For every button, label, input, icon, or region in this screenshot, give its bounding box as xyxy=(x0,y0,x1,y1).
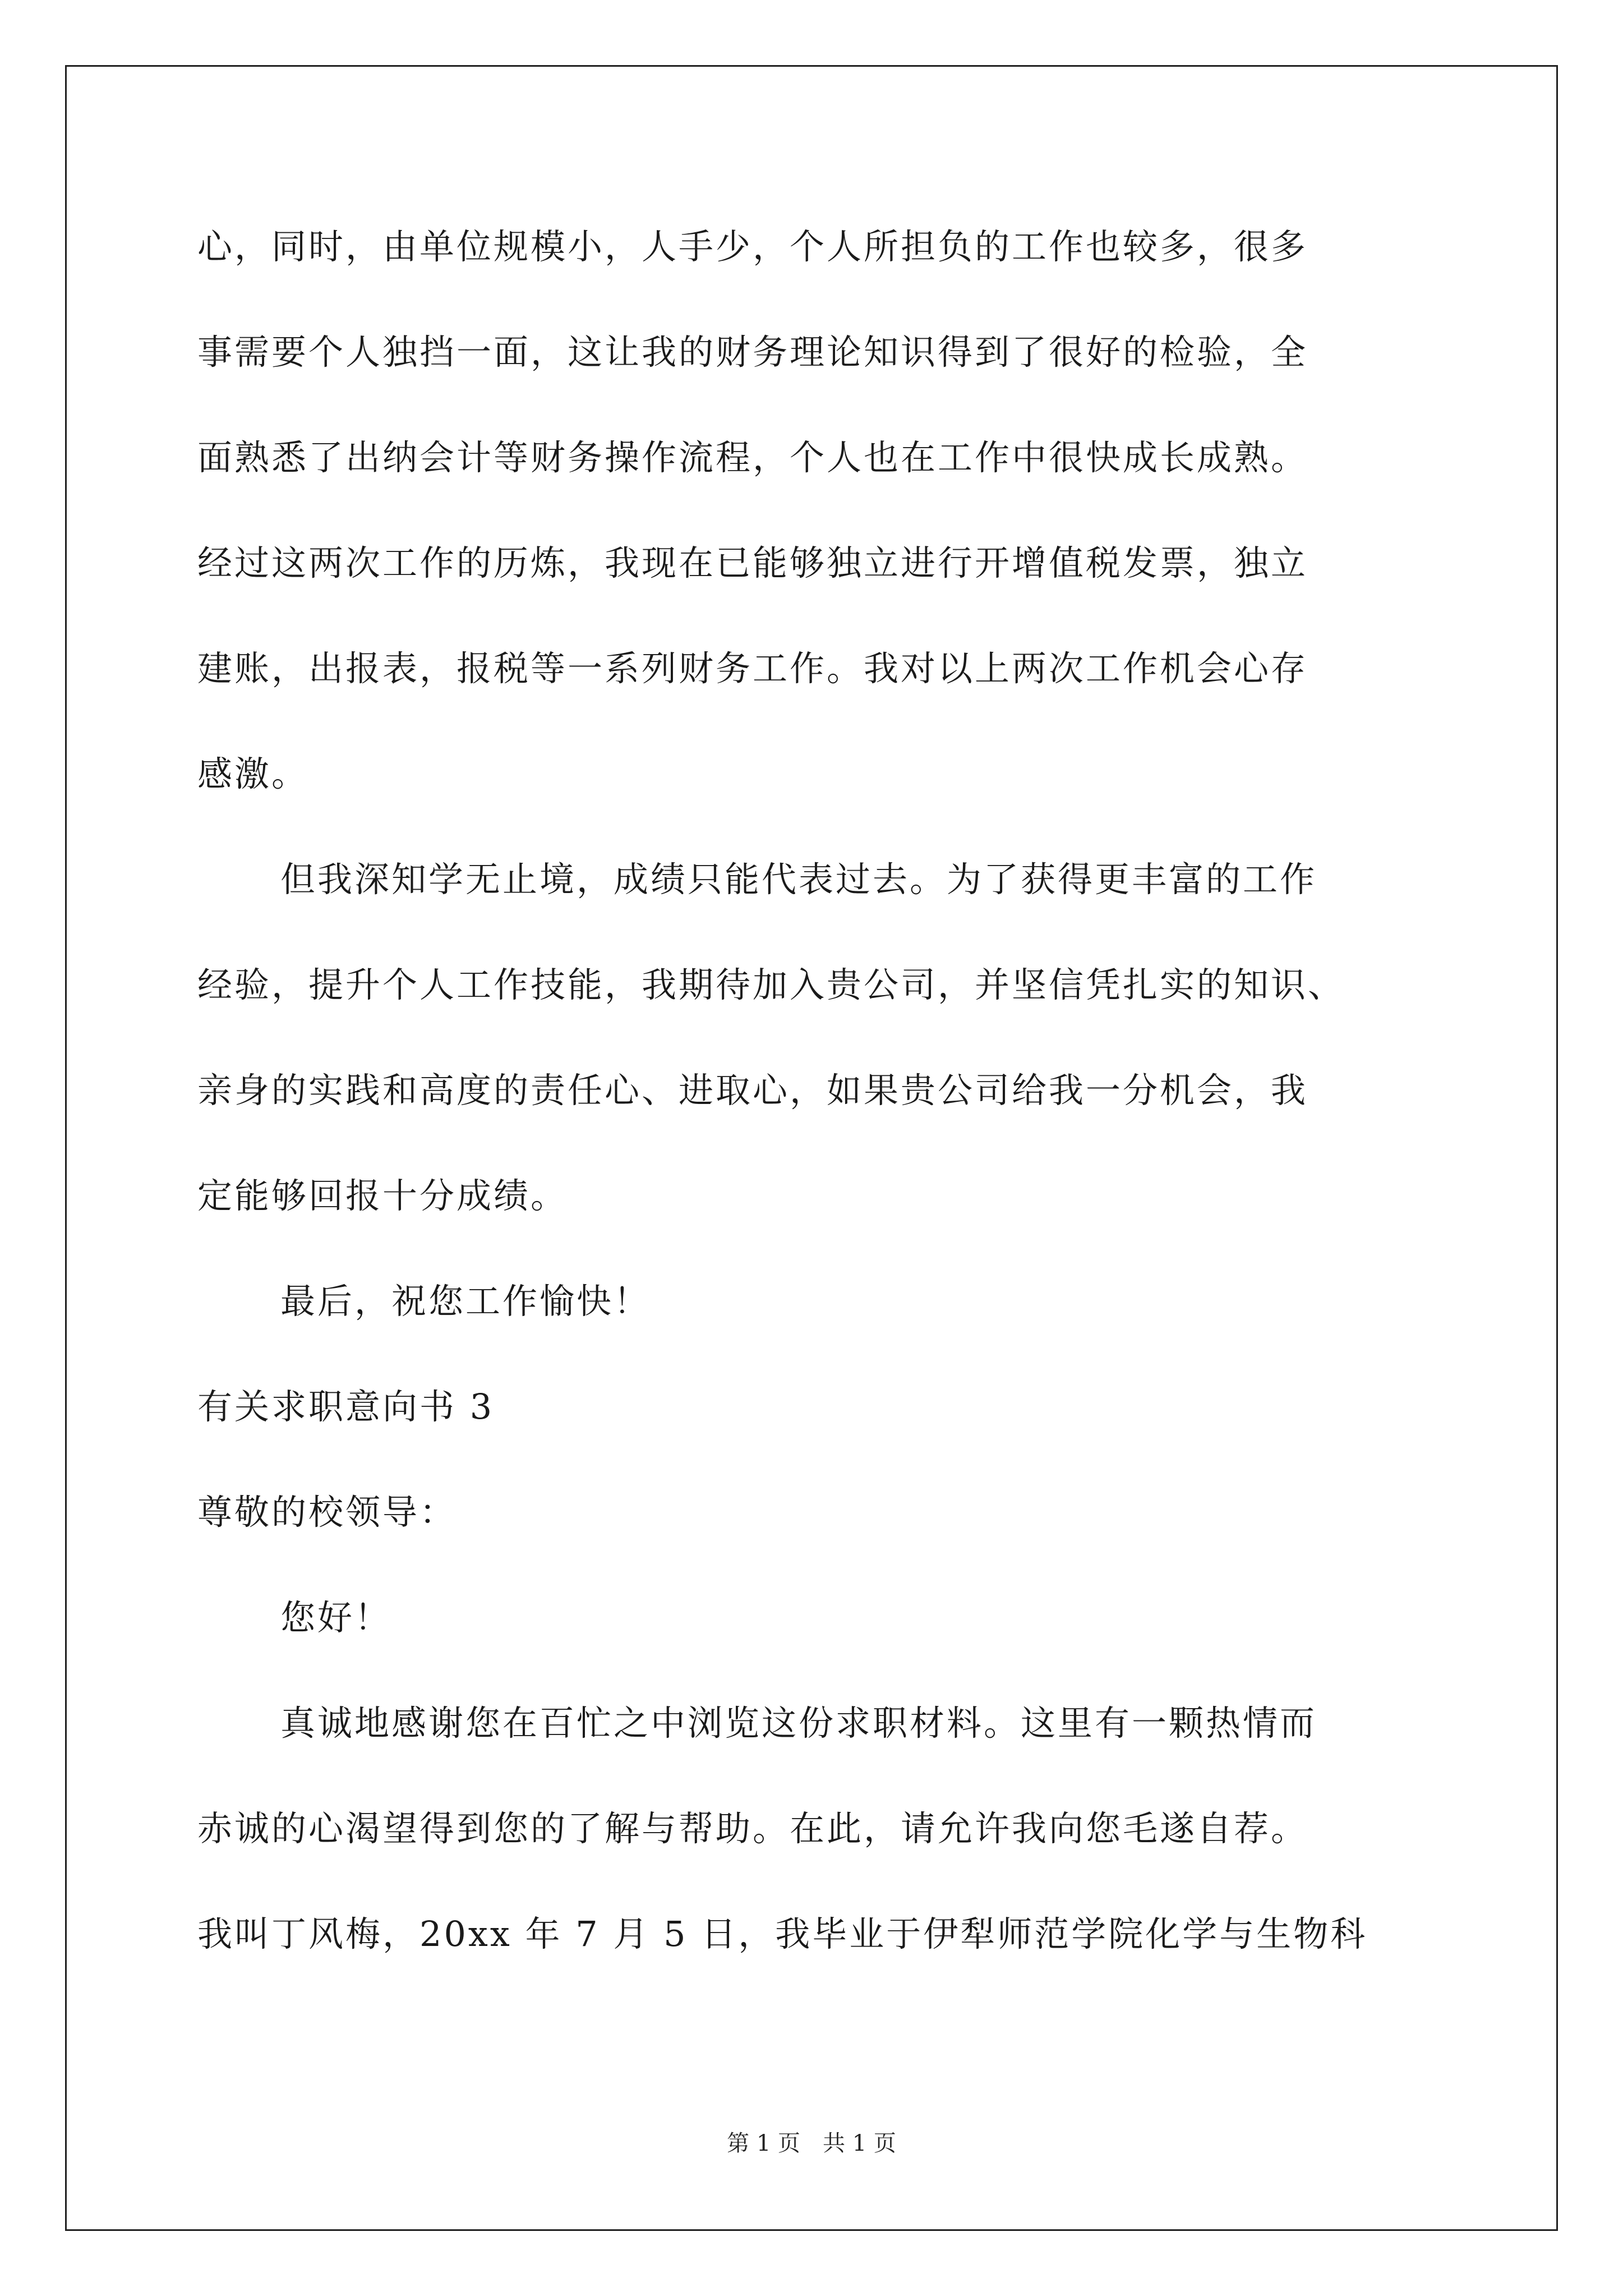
section-heading: 有关求职意向书 3 xyxy=(197,1386,495,1427)
text-line: 面熟悉了出纳会计等财务操作流程，个人也在工作中很快成长成熟。 xyxy=(197,437,1308,478)
text-line: 心，同时，由单位规模小，人手少，个人所担负的工作也较多，很多 xyxy=(197,226,1308,267)
text-line: 建账，出报表，报税等一系列财务工作。我对以上两次工作机会心存 xyxy=(197,648,1308,689)
text-line: 我叫丁风梅，20xx 年 7 月 5 日，我毕业于伊犁师范学院化学与生物科 xyxy=(197,1913,1368,1954)
text-line: 事需要个人独挡一面，这让我的财务理论知识得到了很好的检验，全 xyxy=(197,332,1308,372)
text-line: 亲身的实践和高度的责任心、进取心，如果贵公司给我一分机会，我 xyxy=(197,1070,1308,1111)
paragraph-start-line: 真诚地感谢您在百忙之中浏览这份求职材料。这里有一颗热情而 xyxy=(280,1703,1317,1743)
page-number-footer: 第 1 页 共 1 页 xyxy=(727,2131,896,2156)
text-line: 赤诚的心渴望得到您的了解与帮助。在此，请允许我向您毛遂自荐。 xyxy=(197,1808,1308,1849)
text-line: 经验，提升个人工作技能，我期待加入贵公司，并坚信凭扎实的知识、 xyxy=(197,964,1345,1005)
text-line: 定能够回报十分成绩。 xyxy=(197,1175,568,1216)
text-line: 经过这两次工作的历炼，我现在已能够独立进行开增值税发票，独立 xyxy=(197,542,1308,583)
closing-line: 最后，祝您工作愉快！ xyxy=(280,1281,651,1322)
salutation: 尊敬的校领导： xyxy=(197,1492,457,1533)
text-line: 感激。 xyxy=(197,753,309,794)
page-border xyxy=(65,65,1558,2231)
paragraph-start-line: 但我深知学无止境，成绩只能代表过去。为了获得更丰富的工作 xyxy=(280,859,1317,900)
greeting: 您好！ xyxy=(280,1597,392,1638)
